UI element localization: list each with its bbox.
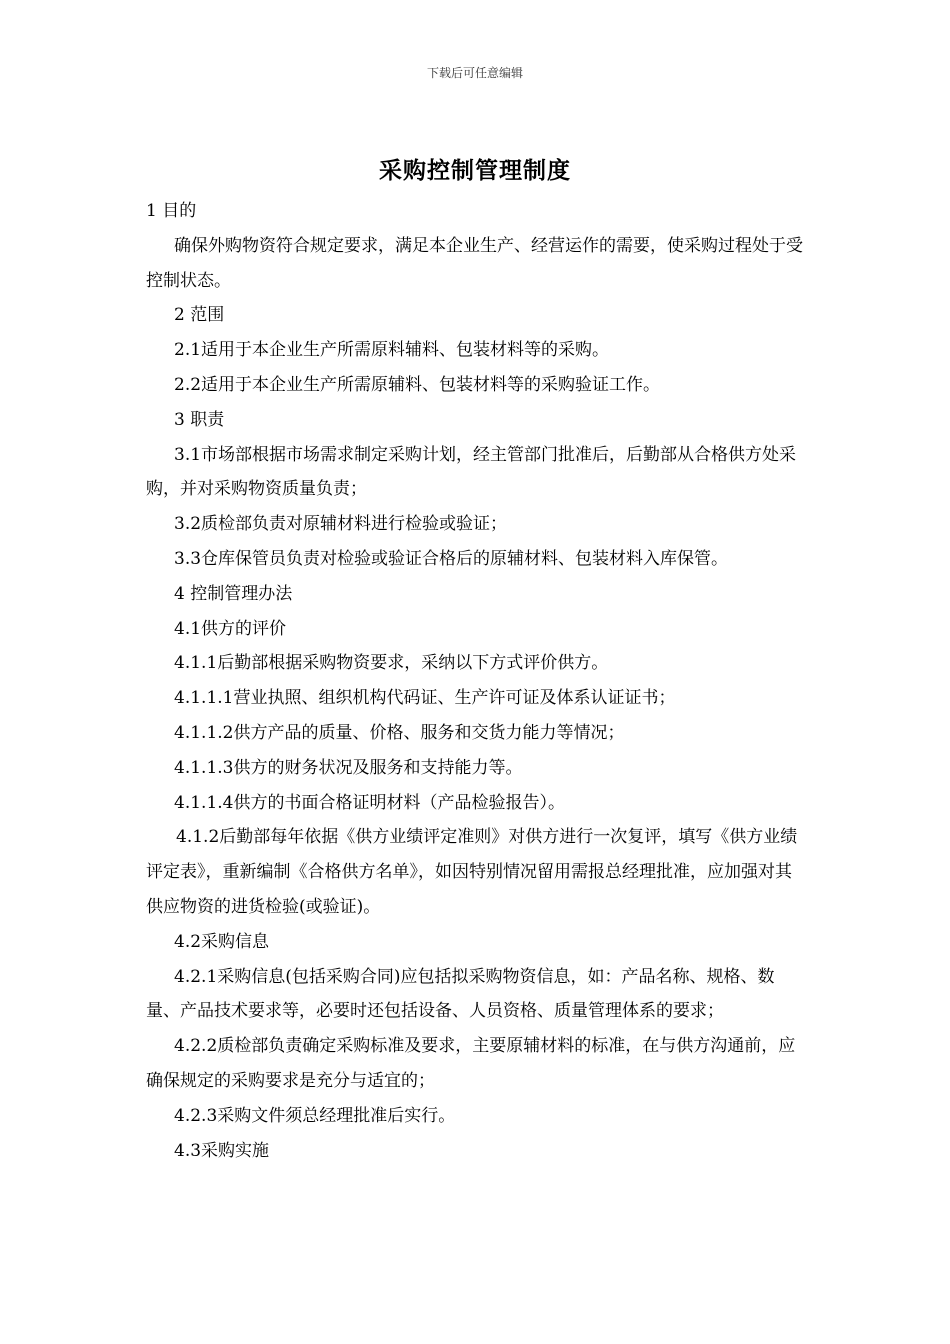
paragraph: 4.1.1.3供方的财务状况及服务和支持能力等。	[174, 757, 523, 778]
paragraph: 4.1.1.1营业执照、组织机构代码证、生产许可证及体系认证证书；	[174, 688, 676, 709]
paragraph: 4.2.1采购信息(包括采购合同)应包括拟采购物资信息，如：产品名称、规格、数量、产品技术要求等，必要时还包括设备、人员资格、质量管理体系的要求；	[146, 966, 775, 1022]
paragraph: 2.2适用于本企业生产所需原辅料、包装材料等的采购验证工作。	[174, 374, 661, 395]
paragraph: 2.1适用于本企业生产所需原料辅料、包装材料等的采购。	[174, 340, 610, 361]
subsection-heading: 4.2采购信息	[174, 931, 270, 952]
document-body	[146, 194, 806, 1168]
paragraph: 3.2质检部负责对原辅材料进行检验或验证；	[174, 514, 508, 535]
paragraph: 4.2.2质检部负责确定采购标准及要求，主要原辅材料的标准，在与供方沟通前，应确保规定的采购要求是充分与适宜的；	[146, 1036, 796, 1091]
paragraph: 4.1.1.4供方的书面合格证明材料（产品检验报告）。	[174, 792, 565, 813]
paragraph: 4.2.3采购文件须总经理批准后实行。	[174, 1105, 456, 1126]
header-note: 下载后可任意编辑	[426, 66, 523, 80]
section-heading: 4 控制管理办法	[174, 583, 293, 604]
section-heading: 2 范围	[174, 305, 225, 326]
document-title: 采购控制管理制度	[379, 158, 571, 184]
paragraph: 3.3仓库保管员负责对检验或验证合格后的原辅材料、包装材料入库保管。	[174, 548, 729, 569]
section-heading: 1 目的	[146, 201, 197, 221]
paragraph: 4.1.1.2供方产品的质量、价格、服务和交货力能力等情况；	[174, 722, 625, 743]
section-heading: 3 职责	[174, 409, 225, 430]
paragraph: 确保外购物资符合规定要求，满足本企业生产、经营运作的需要，使采购过程处于受控制状态。	[146, 235, 803, 291]
subsection-heading: 4.1供方的评价	[174, 618, 287, 639]
paragraph: 4.1.2后勤部每年依据《供方业绩评定准则》对供方进行一次复评，填写《供方业绩评定表》，重新编制《合格供方名单》，如因特别情况留用需报总经理批准，应加强对其供应物资的进货检验(或验证)。	[146, 827, 798, 917]
paragraph: 4.1.1后勤部根据采购物资要求，采纳以下方式评价供方。	[174, 653, 609, 674]
subsection-heading: 4.3采购实施	[174, 1140, 270, 1161]
paragraph: 3.1市场部根据市场需求制定采购计划，经主管部门批准后，后勤部从合格供方处采购，并对采购物资质量负责；	[146, 444, 797, 500]
